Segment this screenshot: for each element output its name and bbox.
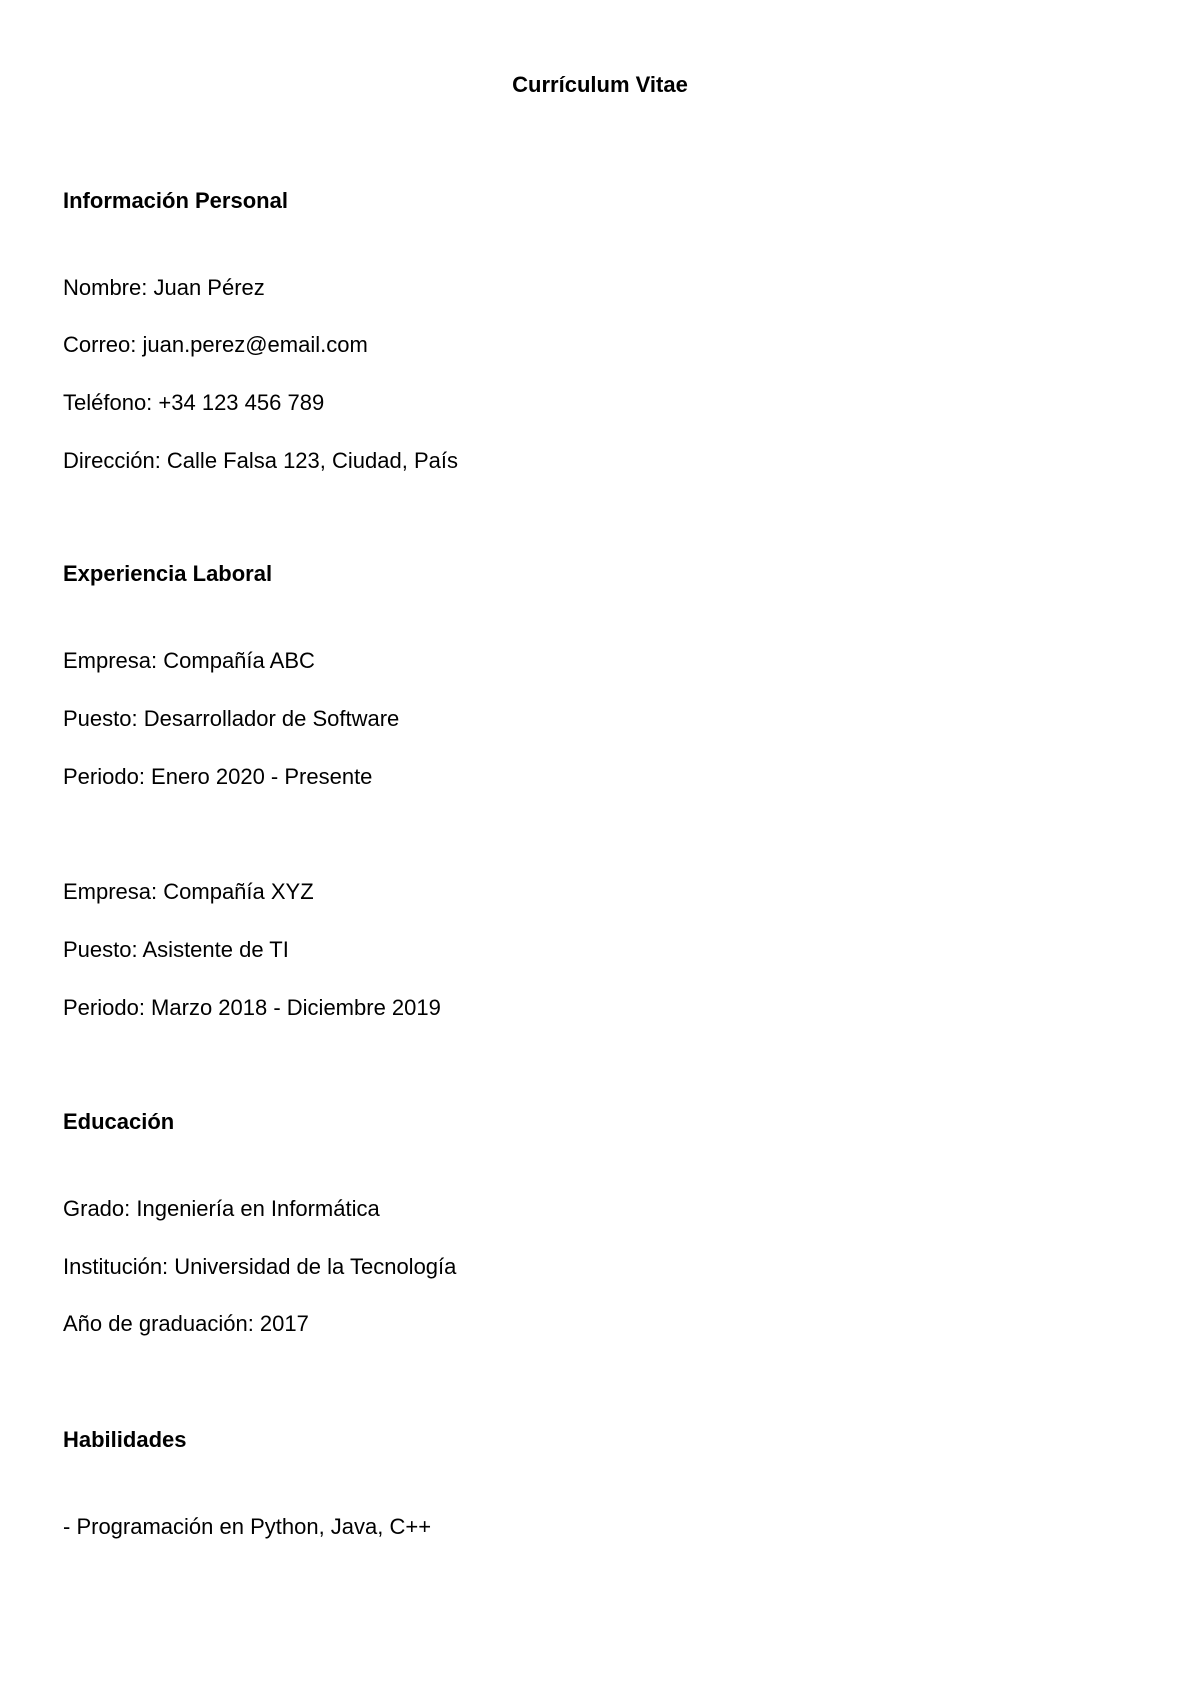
personal-name: Nombre: Juan Pérez	[63, 275, 265, 300]
document-title: Currículum Vitae	[512, 72, 688, 97]
education-graduation-year: Año de graduación: 2017	[63, 1311, 309, 1336]
personal-address: Dirección: Calle Falsa 123, Ciudad, País	[63, 448, 458, 473]
section-heading-personal: Información Personal	[63, 188, 288, 213]
education-institution: Institución: Universidad de la Tecnología	[63, 1254, 457, 1279]
job-company: Empresa: Compañía XYZ	[63, 879, 314, 904]
education-degree: Grado: Ingeniería en Informática	[63, 1196, 380, 1221]
personal-email: Correo: juan.perez@email.com	[63, 332, 368, 357]
section-heading-experience: Experiencia Laboral	[63, 561, 273, 586]
job-position: Puesto: Asistente de TI	[63, 937, 289, 962]
job-period: Periodo: Marzo 2018 - Diciembre 2019	[63, 995, 441, 1020]
job-period: Periodo: Enero 2020 - Presente	[63, 764, 373, 789]
job-company: Empresa: Compañía ABC	[63, 648, 315, 673]
section-heading-skills: Habilidades	[63, 1427, 187, 1452]
section-heading-education: Educación	[63, 1109, 175, 1134]
skill-item: - Programación en Python, Java, C++	[63, 1514, 432, 1539]
personal-phone: Teléfono: +34 123 456 789	[63, 390, 325, 415]
job-position: Puesto: Desarrollador de Software	[63, 706, 400, 731]
